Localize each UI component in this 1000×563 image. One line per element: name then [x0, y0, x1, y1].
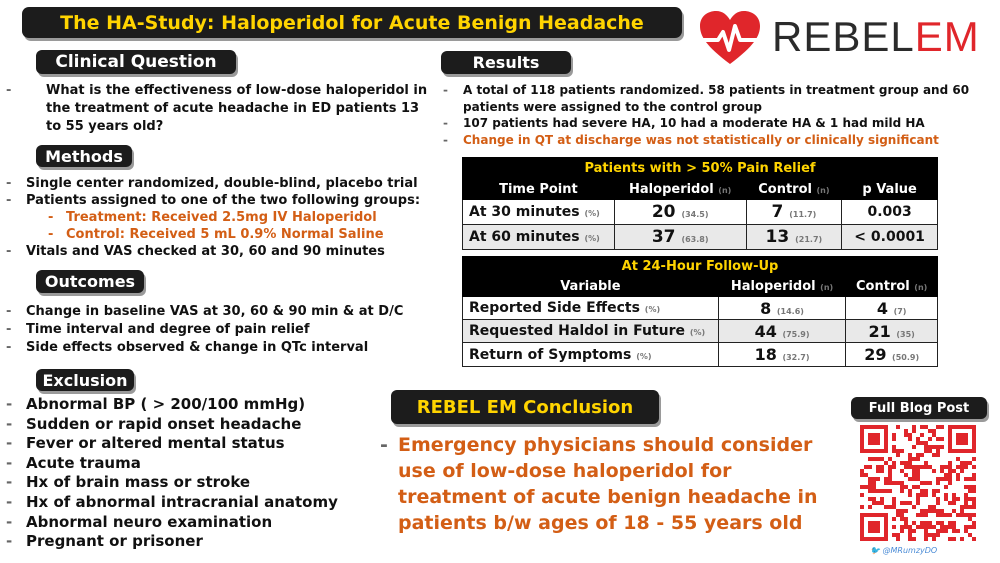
column-header: Time Point	[463, 180, 615, 200]
list-item: - Abnormal neuro examination	[6, 513, 386, 533]
table-row: At 30 minutes (%) 20 (34.5) 7 (11.7) 0.003	[463, 200, 938, 225]
table-title: At 24-Hour Follow-Up	[463, 257, 938, 277]
list-item: - Side effects observed & change in QTc interval	[6, 339, 438, 357]
table-row: Return of Symptoms (%) 18 (32.7) 29 (50.9)	[463, 343, 938, 367]
list-item: - Control: Received 5 mL 0.9% Normal Saline	[6, 226, 438, 243]
brand-prefix: REBEL	[772, 13, 915, 60]
title-banner	[22, 7, 682, 38]
column-header: Haloperidol (n)	[614, 180, 746, 200]
conclusion-heading: REBEL EM Conclusion	[391, 390, 659, 424]
clinical-question-heading: Clinical Question	[36, 50, 236, 74]
outcomes-heading: Outcomes	[36, 270, 144, 293]
heart-ekg-icon	[698, 10, 762, 68]
list-item: - What is the effectiveness of low-dose haloperidol in the treatment of acute headache in ED patients 13 to 55 years old?	[6, 82, 436, 136]
column-header: Control (n)	[746, 180, 842, 200]
conclusion-list	[380, 432, 840, 536]
list-item: - Emergency physicians should consider use of low-dose haloperidol for treatment of acute benign headache in patients b/w ages of 18 - 55 years old	[380, 432, 840, 536]
brand-logo	[696, 8, 996, 70]
list-item: - Pregnant or prisoner	[6, 532, 386, 552]
twitter-handle[interactable]: 🐦 @MRumzyDO	[870, 546, 938, 555]
results-heading: Results	[441, 51, 571, 74]
list-item: - Hx of brain mass or stroke	[6, 473, 386, 493]
table-row: Reported Side Effects (%) 8 (14.6) 4 (7)	[463, 297, 938, 320]
results-list	[443, 82, 997, 148]
exclusion-list	[6, 395, 386, 552]
list-item: - Change in QT at discharge was not statistically or clinically significant	[443, 132, 997, 149]
follow-up-table	[462, 256, 938, 367]
column-header: Haloperidol (n)	[718, 277, 846, 297]
list-item: - Single center randomized, double-blind, placebo trial	[6, 175, 438, 192]
brand-suffix: EM	[914, 13, 980, 60]
list-item: - Time interval and degree of pain relief	[6, 321, 438, 339]
twitter-icon: 🐦	[870, 546, 880, 555]
column-header: Control (n)	[846, 277, 938, 297]
clinical-question-list	[6, 82, 436, 136]
qr-code[interactable]	[860, 425, 976, 541]
list-item: - A total of 118 patients randomized. 58 patients in treatment group and 60 patients were assigned to the control group	[443, 82, 997, 115]
exclusion-heading: Exclusion	[36, 369, 134, 391]
table-row: Requested Haldol in Future (%) 44 (75.9) 21 (35)	[463, 320, 938, 343]
methods-list	[6, 175, 438, 260]
page-title: The HA-Study: Haloperidol for Acute Benign Headache	[60, 11, 644, 34]
list-item: - 107 patients had severe HA, 10 had a moderate HA & 1 had mild HA	[443, 115, 997, 132]
column-header: p Value	[842, 180, 938, 200]
list-item: - Treatment: Received 2.5mg IV Haloperidol	[6, 209, 438, 226]
list-item: - Abnormal BP ( > 200/100 mmHg)	[6, 395, 386, 415]
blog-heading: Full Blog Post	[851, 397, 987, 419]
list-item: - Fever or altered mental status	[6, 434, 386, 454]
outcomes-list	[6, 303, 438, 357]
list-item: - Hx of abnormal intracranial anatomy	[6, 493, 386, 513]
list-item: - Acute trauma	[6, 454, 386, 474]
list-item: - Vitals and VAS checked at 30, 60 and 90 minutes	[6, 243, 438, 260]
pain-relief-table	[462, 157, 938, 250]
list-item: - Patients assigned to one of the two following groups:	[6, 192, 438, 209]
table-row: At 60 minutes (%) 37 (63.8) 13 (21.7) < 0.0001	[463, 225, 938, 250]
table-title: Patients with > 50% Pain Relief	[463, 158, 938, 180]
column-header: Variable	[463, 277, 719, 297]
methods-heading: Methods	[36, 145, 132, 167]
list-item: - Sudden or rapid onset headache	[6, 415, 386, 435]
list-item: - Change in baseline VAS at 30, 60 & 90 min & at D/C	[6, 303, 438, 321]
